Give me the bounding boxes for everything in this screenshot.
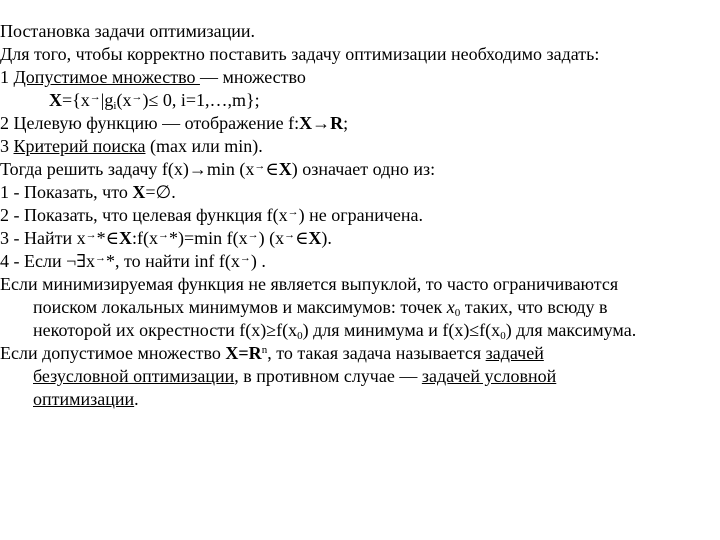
local-extrema-end: таких, что всюду в — [460, 297, 608, 317]
neighborhood-end: ) для максимума. — [505, 320, 637, 340]
option-3-d: *)=min f(x — [168, 228, 248, 248]
item-1-rest: — множество — [199, 67, 306, 87]
mapping-arrow: → — [312, 113, 331, 133]
set-x-symbol: X — [132, 182, 146, 202]
option-4-end: ) . — [250, 251, 266, 271]
unconstrained-line-3 — [33, 388, 139, 411]
set-x-symbol: X — [49, 90, 62, 110]
reals-symbol: R — [330, 113, 344, 133]
unconstrained-line-2 — [33, 365, 556, 388]
task-statement-line — [0, 158, 435, 181]
option-1-line — [0, 181, 176, 204]
vector-arrow: → — [95, 252, 107, 264]
item-3-line — [0, 135, 263, 158]
vector-arrow: → — [131, 91, 143, 103]
nonconvex-line-1: Если минимизируемая функция не является выпуклой, то часто ограничиваются — [0, 274, 619, 294]
vector-arrow: → — [89, 91, 101, 103]
option-4-a: 4 - Если ¬∃x — [0, 251, 96, 271]
set-equals-rn: X=R — [225, 343, 262, 363]
option-4-b: *, то найти inf f(x — [106, 251, 240, 271]
final-period: . — [134, 389, 139, 409]
set-def-c: )≤ 0, i=1,…,m}; — [142, 90, 260, 110]
option-3-end: ). — [321, 228, 332, 248]
unconstrained-text-b: , то такая задача называется — [267, 343, 486, 363]
option-3-b: *∈ — [96, 228, 119, 248]
set-def-b: (x — [116, 90, 132, 110]
intro-line: Для того, чтобы корректно поставить задачу оптимизации необходимо задать: — [0, 44, 600, 64]
option-2-text: 2 - Показать, что целевая функция f(x — [0, 205, 288, 225]
element-of-symbol: ∈ — [265, 159, 279, 179]
vector-arrow: → — [287, 206, 299, 218]
subscript-i: i — [113, 100, 117, 112]
task-text: Тогда решить задачу f(x)→min (x — [0, 159, 255, 179]
set-def-bar: |g — [100, 90, 114, 110]
set-x-symbol: X — [308, 228, 322, 248]
vector-arrow: → — [254, 160, 266, 172]
nonconvex-line-3 — [33, 319, 636, 342]
set-def-a: ={x — [62, 90, 90, 110]
option-3-e: ) (x — [258, 228, 285, 248]
constrained-problem-term: задачей условной — [421, 366, 557, 386]
superscript-n: n — [261, 344, 268, 356]
set-x-symbol: X — [118, 228, 132, 248]
item-3-rest: (max или min). — [145, 136, 263, 156]
subscript-0: 0 — [297, 330, 303, 342]
item-2-line — [0, 112, 348, 135]
option-1-end: =∅. — [145, 182, 176, 202]
vector-arrow: → — [239, 252, 251, 264]
problem-term: задачей — [485, 343, 544, 363]
unconstrained-optimization-term: безусловной оптимизации — [33, 366, 235, 386]
item-2-end: ; — [343, 113, 349, 133]
option-1-text: 1 - Показать, что — [0, 182, 133, 202]
optimization-term: оптимизации — [33, 389, 135, 409]
heading-line: Постановка задачи оптимизации. — [0, 21, 255, 41]
item-1-number: 1 — [0, 67, 14, 87]
vector-arrow: → — [247, 229, 259, 241]
vector-arrow: → — [85, 229, 97, 241]
option-3-line — [0, 227, 332, 250]
element-of-symbol: ∈ — [295, 228, 309, 248]
vector-arrow: → — [157, 229, 169, 241]
point-x0-symbol: x — [446, 297, 455, 317]
neighborhood-text-b: ) для минимума и f(x)≤f(x — [302, 320, 501, 340]
vector-arrow: → — [284, 229, 296, 241]
subscript-0: 0 — [500, 330, 506, 342]
nonconvex-line-2 — [33, 296, 608, 319]
option-4-line — [0, 250, 266, 273]
subscript-0: 0 — [454, 307, 461, 319]
option-2-end: ) не ограничена. — [298, 205, 424, 225]
neighborhood-text-a: некоторой их окрестности f(x)≥f(x — [33, 320, 298, 340]
unconstrained-line-1 — [0, 342, 544, 365]
unconstrained-text-a: Если допустимое множество — [0, 343, 226, 363]
search-criterion-term: Критерий поиска — [13, 136, 146, 156]
item-2-text: 2 Целевую функцию — отображение f: — [0, 113, 300, 133]
item-3-number: 3 — [0, 136, 14, 156]
set-x-symbol: X — [299, 113, 313, 133]
set-definition-line — [49, 89, 260, 112]
local-extrema-text: поиском локальных минимумов и максимумов: точек — [33, 297, 447, 317]
set-x-symbol: X — [278, 159, 292, 179]
option-3-a: 3 - Найти x — [0, 228, 86, 248]
otherwise-text: , в противном случае — — [234, 366, 422, 386]
option-3-c: :f(x — [131, 228, 158, 248]
item-1-line — [0, 66, 306, 89]
task-end: ) означает одно из: — [291, 159, 436, 179]
admissible-set-term: Допустимое множество — [13, 67, 200, 87]
option-2-line — [0, 204, 423, 227]
